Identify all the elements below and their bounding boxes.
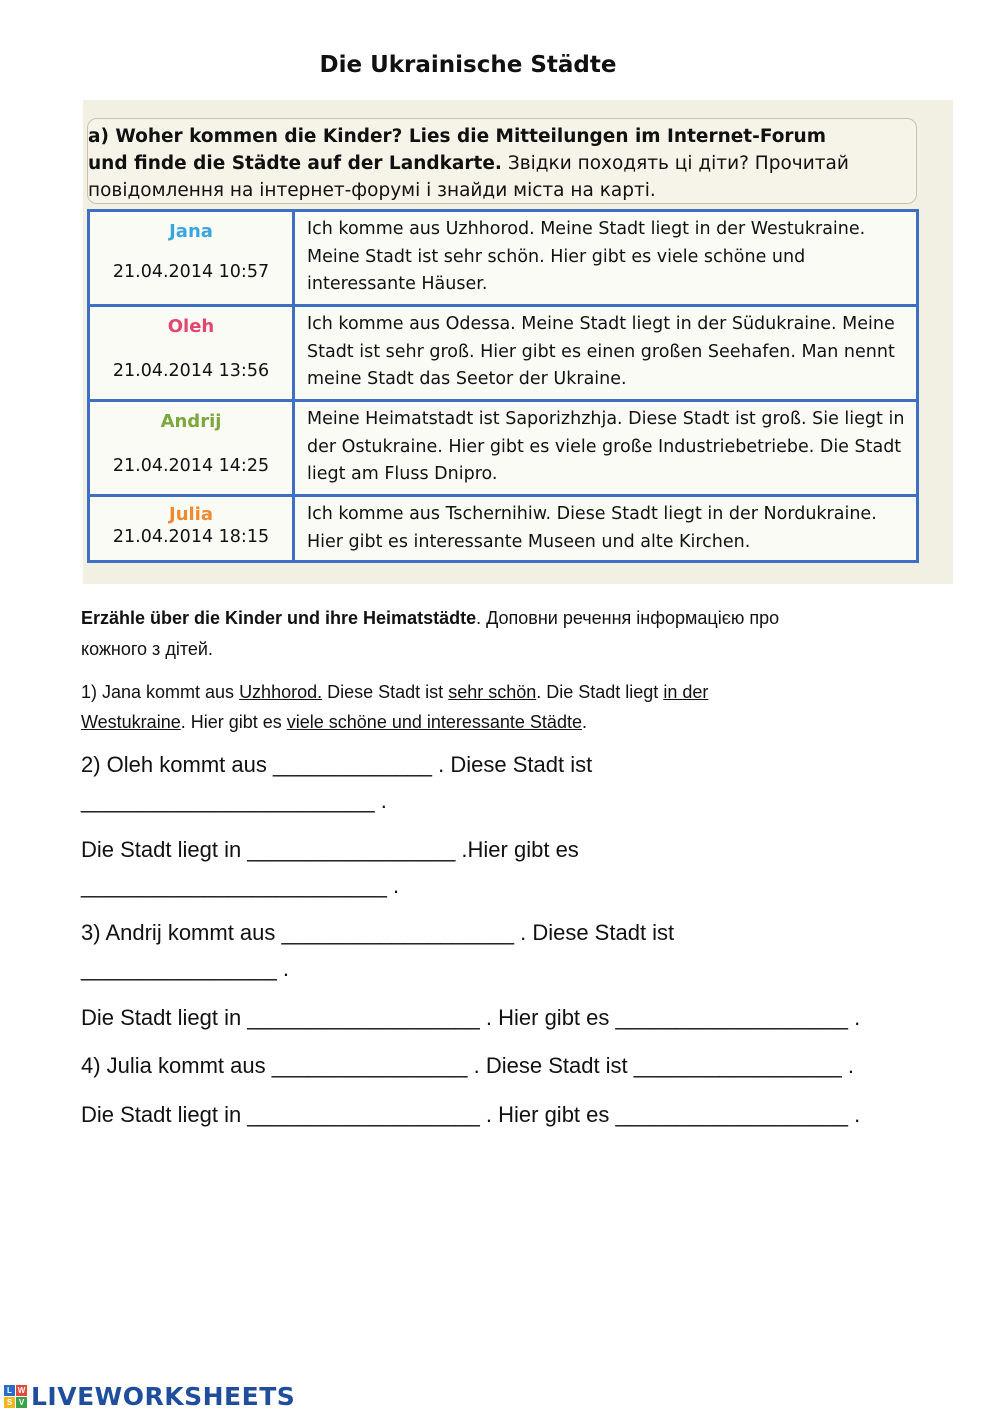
- example-part: .: [581, 712, 587, 732]
- task-instruction-line-2: кожного з дітей.: [81, 639, 213, 659]
- exercise-line-oleh-2[interactable]: ________________________ .: [81, 788, 387, 813]
- forum-author-cell: [89, 211, 294, 306]
- forum-row: [89, 496, 918, 562]
- instruction-box: [87, 118, 917, 204]
- example-answer: viele schöne und interessante Städte: [286, 712, 582, 732]
- forum-row: [89, 306, 918, 401]
- forum-message: Meine Heimatstadt ist Saporizhzhja. Diese Stadt ist groß. Sie liegt in der Ostukraine. Hier gibt es viele große Industriebetriebe. Die Stadt liegt am Fluss Dnipro.: [294, 401, 918, 496]
- forum-message: Ich komme aus Tschernihiw. Diese Stadt liegt in der Nordukraine. Hier gibt es interessante Museen und alte Kirchen.: [294, 496, 918, 562]
- page-title: Die Ukrainische Städte: [319, 52, 617, 78]
- forum-author-name: Julia: [169, 504, 213, 525]
- forum-author-cell: [89, 401, 294, 496]
- forum-message: Ich komme aus Uzhhorod. Meine Stadt liegt in der Westukraine. Meine Stadt ist sehr schön. Hier gibt es viele schöne und interessante Häuser.: [294, 211, 918, 306]
- task-instruction: [81, 603, 951, 665]
- forum-post-date: 21.04.2014 10:57: [112, 262, 270, 282]
- instruction-line-2: [88, 150, 906, 177]
- logo-mark-letter: V: [16, 1397, 27, 1408]
- task-instruction-rest: . Доповни речення інформацією про: [476, 608, 780, 628]
- forum-message: Ich komme aus Odessa. Meine Stadt liegt in der Südukraine. Meine Stadt ist sehr groß. Hier gibt es einen großen Seehafen. Man nennt meine Stadt das Seetor der Ukraine.: [294, 306, 918, 401]
- task-instruction-bold: Erzähle über die Kinder und ihre Heimatstädte: [81, 608, 477, 628]
- forum-author-name: Oleh: [167, 316, 215, 337]
- forum-post-date: 21.04.2014 13:56: [112, 361, 270, 381]
- liveworksheets-logo: [4, 1381, 295, 1411]
- instruction-line-2-rest: Звідки походять ці діти? Прочитай: [501, 153, 849, 174]
- exercise-line-oleh-3[interactable]: Die Stadt liegt in _________________ .Hier gibt es: [81, 837, 579, 862]
- forum-author-name: Jana: [169, 221, 213, 242]
- instruction-line-3: повідомлення на інтернет-форумі і знайди міста на карті.: [88, 180, 656, 201]
- forum-row: [89, 401, 918, 496]
- instruction-line-2-bold: und finde die Städte auf der Landkarte.: [88, 153, 502, 174]
- exercise-line-oleh-1[interactable]: 2) Oleh kommt aus _____________ . Diese Stadt ist: [81, 752, 593, 777]
- exercise-line-julia-2[interactable]: Die Stadt liegt in ___________________ . Hier gibt es ___________________ .: [81, 1102, 861, 1127]
- liveworksheets-mark-icon: [4, 1385, 27, 1408]
- example-answer: sehr schön: [448, 682, 537, 702]
- example-part: 1) Jana kommt aus: [81, 682, 240, 702]
- exercise-line-julia-1[interactable]: 4) Julia kommt aus ________________ . Diese Stadt ist _________________ .: [81, 1053, 855, 1078]
- example-part: . Hier gibt es: [180, 712, 287, 732]
- example-answer: in der: [663, 682, 709, 702]
- exercise-line-andrij-1[interactable]: 3) Andrij kommt aus ___________________ . Diese Stadt ist: [81, 920, 675, 945]
- example-sentence: [81, 677, 951, 737]
- logo-mark-letter: L: [4, 1385, 15, 1396]
- example-answer: Westukraine: [81, 712, 181, 732]
- exercise-line-andrij-2[interactable]: ________________ .: [81, 956, 289, 981]
- logo-mark-letter: S: [4, 1397, 15, 1408]
- forum-table: [87, 209, 919, 563]
- textbook-scan: [83, 100, 953, 584]
- forum-author-name: Andrij: [160, 411, 222, 432]
- forum-row: [89, 211, 918, 306]
- forum-author-cell: [89, 306, 294, 401]
- instruction-line-1: a) Woher kommen die Kinder? Lies die Mitteilungen im Internet-Forum: [88, 126, 826, 147]
- exercise-line-andrij-3[interactable]: Die Stadt liegt in ___________________ . Hier gibt es ___________________ .: [81, 1005, 861, 1030]
- forum-post-date: 21.04.2014 14:25: [112, 456, 270, 476]
- liveworksheets-wordmark: LIVEWORKSHEETS: [31, 1381, 296, 1411]
- example-part: Diese Stadt ist: [322, 682, 449, 702]
- logo-mark-letter: W: [17, 1385, 26, 1395]
- example-part: . Die Stadt liegt: [536, 682, 664, 702]
- exercise-line-oleh-4[interactable]: _________________________ .: [81, 873, 400, 898]
- forum-author-cell: [89, 496, 294, 562]
- forum-post-date: 21.04.2014 18:15: [112, 527, 270, 547]
- example-answer: Uzhhorod.: [239, 682, 323, 702]
